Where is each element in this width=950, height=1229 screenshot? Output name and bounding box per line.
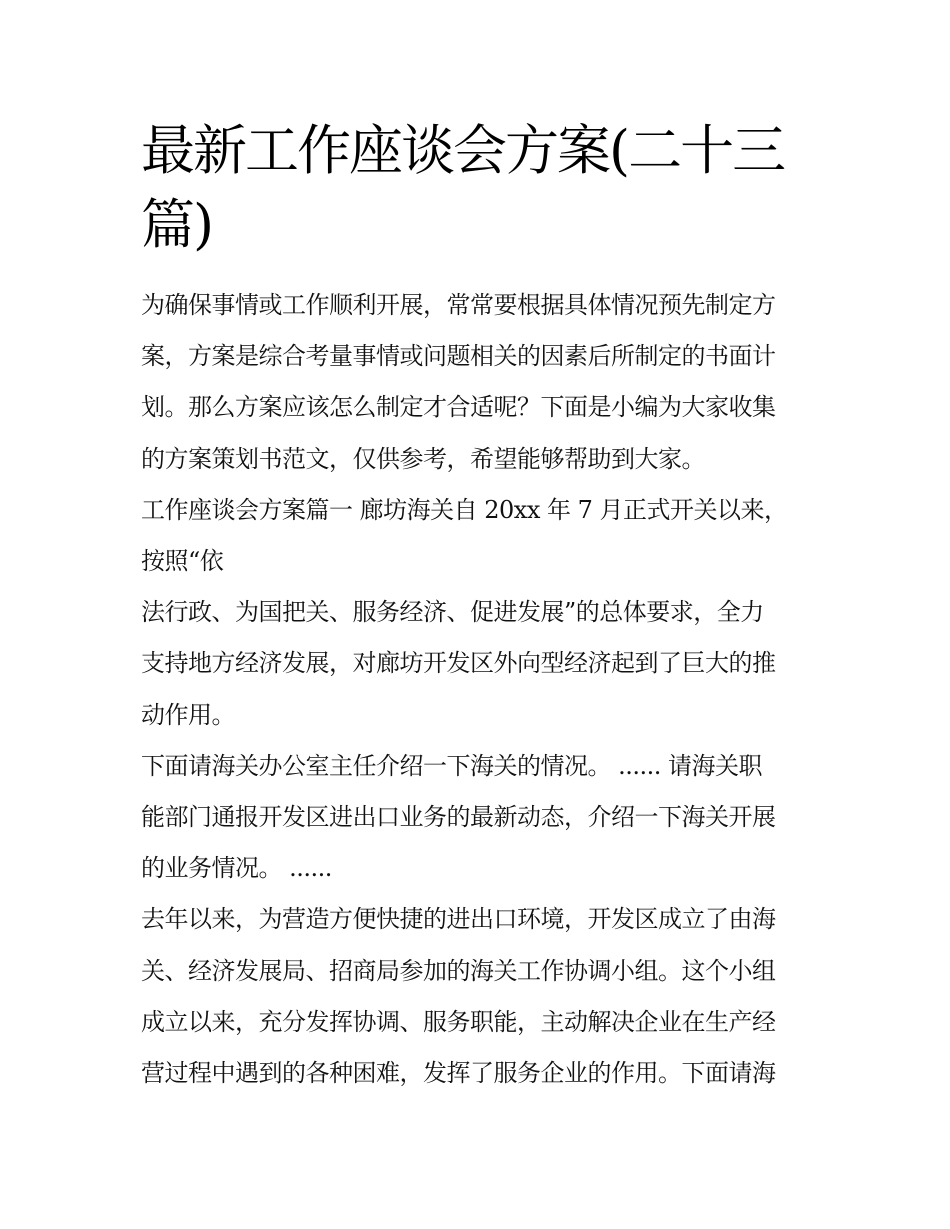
paragraph-section-one-opening: 工作座谈会方案篇一 廊坊海关自 20xx 年 7 月正式开关以来， 按照“依 [141,495,788,576]
paragraph-intro: 为确保事情或工作顺利开展，常常要根据具体情况预先制定方 案，方案是综合考量事情或问题相关的因素后所制定的书面计 划。那么方案应该怎么制定才合适呢？下面是小编为大家收集 的方案策划书范文，仅供参考，希望能够帮助到大家。 [141,291,776,473]
document-title: 最新工作座谈会方案(二十三 篇) [141,119,785,256]
paragraph-section-one-continued: 法行政、为国把关、服务经济、促进发展”的总体要求，全力 支持地方经济发展，对廊坊开发区外向型经济起到了巨大的推 动作用。 [141,598,776,729]
paragraph-coordination-group: 去年以来，为营造方便快捷的进出口环境，开发区成立了由海 关、经济发展局、招商局参加的海关工作协调小组。这个小组 成立以来，充分发挥协调、服务职能，主动解决企业在生产经 营过程中遇到的各种困难，发挥了服务企业的作用。下面请海 [141,905,776,1088]
paragraph-office-introduction: 下面请海关办公室主任介绍一下海关的情况。 ...... 请海关职 能部门通报开发区进出口业务的最新动态，介绍一下海关开展 的业务情况。 ...... [141,751,776,883]
document-body [141,280,813,1099]
